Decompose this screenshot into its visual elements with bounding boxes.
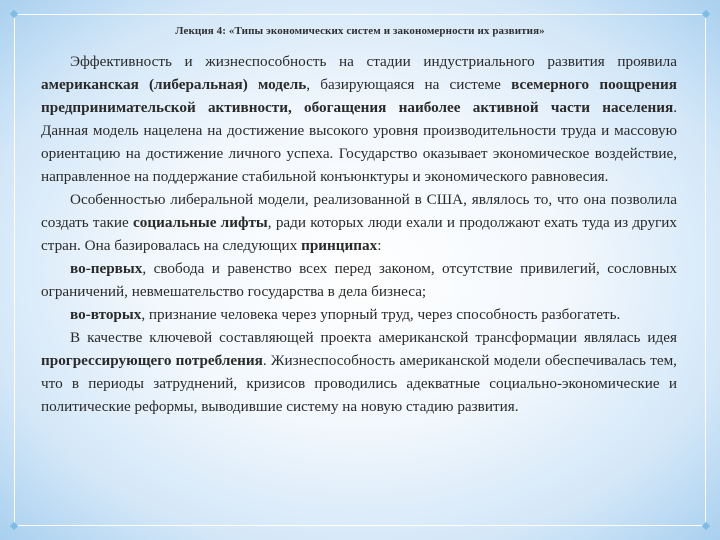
paragraph-progressive-consumption bbox=[41, 326, 677, 418]
paragraph-principle-second bbox=[41, 303, 677, 326]
bold-text-run: принципах bbox=[301, 237, 378, 254]
bold-text-run: во-первых bbox=[70, 260, 143, 277]
paragraph-principle-first bbox=[41, 257, 677, 303]
bold-text-run: социальные лифты bbox=[132, 214, 268, 231]
paragraph-liberal-model bbox=[41, 50, 677, 188]
text-run: , признание человека через упорный труд, через способность разбогатеть. bbox=[141, 306, 621, 323]
text-run: , базирующаяся на системе bbox=[306, 76, 512, 93]
text-run: . Жизнеспособность американской модели обеспечивалась тем, что в периоды затруднений, кризисов проводились адекватные социально-экономические и политические реформы, выводившие систему на новую стадию развития. bbox=[41, 352, 677, 415]
text-run: В качестве ключевой составляющей проекта американской трансформации являлась идея bbox=[70, 329, 677, 346]
text-run: . Данная модель нацелена на достижение высокого уровня производительности труда и массовую ориентацию на достижение личного успеха. Государство оказывает экономическое воздействие, направленное на поддержание стабильной конъюнктуры и экономического равновесия. bbox=[41, 99, 677, 185]
frame-corner-marker bbox=[10, 10, 18, 18]
slide-title: Лекция 4: «Типы экономических систем и закономерности их развития» bbox=[175, 25, 545, 37]
bold-text-run: американская (либеральная) модель bbox=[41, 76, 307, 93]
text-run: Особенностью либеральной модели, реализованной в США, являлось то, что она позволила создать такие bbox=[41, 191, 677, 231]
frame-corner-marker bbox=[702, 522, 710, 530]
paragraph-us-features bbox=[41, 188, 677, 257]
frame-corner-marker bbox=[702, 10, 710, 18]
text-run: Эффективность и жизнеспособность на стадии индустриального развития проявила bbox=[70, 53, 677, 70]
text-run: : bbox=[377, 237, 382, 254]
bold-text-run: всемерного поощрения предпринимательской активности, обогащения наиболее активной части населения bbox=[41, 76, 677, 116]
bold-text-run: прогрессирующего потребления bbox=[41, 352, 263, 369]
bold-text-run: во-вторых bbox=[70, 306, 142, 323]
lecture-body bbox=[41, 50, 677, 418]
text-run: , свобода и равенство всех перед законом, отсутствие привилегий, сословных ограничений, невмешательство государства в дела бизнеса; bbox=[41, 260, 677, 300]
text-run: , ради которых люди ехали и продолжают ехать туда из других стран. Она базировалась на следующих bbox=[41, 214, 677, 254]
frame-corner-marker bbox=[10, 522, 18, 530]
